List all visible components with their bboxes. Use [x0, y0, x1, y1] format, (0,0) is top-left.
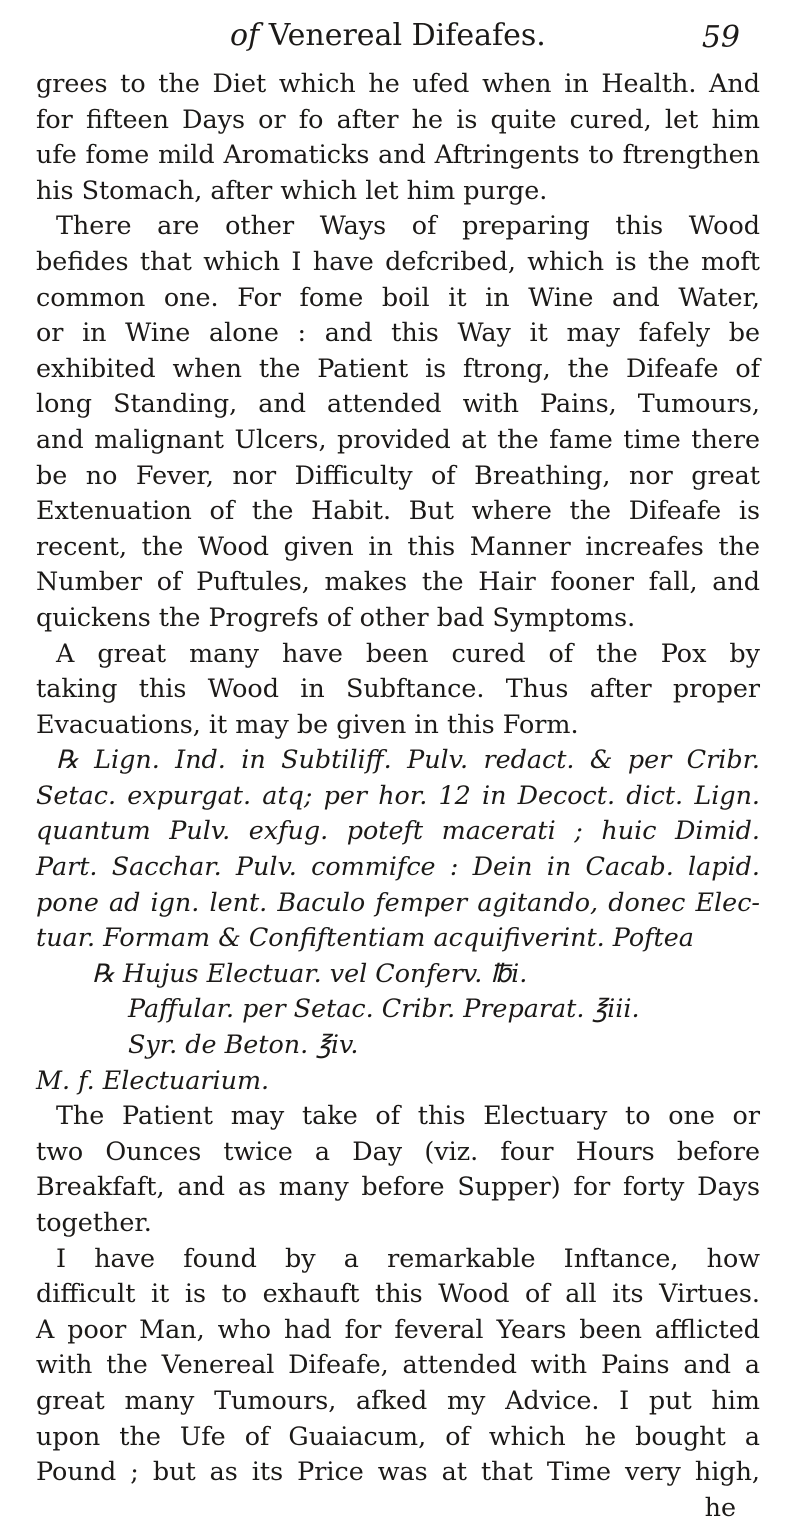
text-line: for fifteen Days or fo after he is quite cured, let him: [36, 103, 760, 134]
running-header: [60, 14, 740, 62]
text-line: grees to the Diet which he ufed when in Health. And: [36, 68, 760, 98]
text-line: tuar. Formam & Confiftentiam acquifiverint. Poftea: [36, 922, 694, 953]
text-line: ℞ Hujus Electuar. vel Conferv. ℔i.: [92, 957, 528, 988]
text-line: Setac. expurgat. atq; per hor. 12 in Decoct. dict. Lign.: [36, 779, 760, 810]
text-line: or in Wine alone : and this Way it may fafely be: [36, 317, 760, 348]
text-line: he: [704, 1491, 736, 1522]
text-line: upon the Ufe of Guaiacum, of which he bought a: [36, 1420, 760, 1451]
body-text: [36, 66, 760, 1525]
text-line: Part. Sacchar. Pulv. commifce : Dein in Cacab. lapid.: [36, 851, 760, 882]
text-line: Paffular. per Setac. Cribr. Preparat. ℥iii.: [128, 993, 640, 1024]
text-line: A poor Man, who had for feveral Years been afflicted: [36, 1313, 760, 1344]
text-line: ℞ Lign. Ind. in Subtiliff. Pulv. redact. & per Cribr.: [56, 744, 760, 775]
text-line: be no Fever, nor Difficulty of Breathing, nor great: [36, 459, 760, 490]
text-line: quantum Pulv. exfug. poteft macerati ; huic Dimid.: [36, 815, 760, 846]
text-line: exhibited when the Patient is ftrong, the Difeafe of: [36, 352, 760, 383]
page-number: 59: [701, 20, 740, 55]
text-line: recent, the Wood given in this Manner increafes the: [36, 530, 760, 561]
text-line: long Standing, and attended with Pains, Tumours,: [36, 388, 760, 419]
text-line: together.: [36, 1207, 152, 1237]
text-line: Breakfaft, and as many before Supper) for forty Days: [36, 1171, 760, 1202]
text-line: M. f. Electuarium.: [36, 1064, 270, 1095]
text-line: There are other Ways of preparing this Wood: [56, 210, 760, 241]
text-line: pone ad ign. lent. Baculo femper agitando, donec Elec-: [36, 886, 760, 917]
text-line: A great many have been cured of the Pox by: [56, 637, 760, 668]
title-prefix: of: [230, 18, 260, 53]
text-line: ufe fome mild Aromaticks and Aftringents to ftrengthen: [36, 139, 760, 170]
text-line: his Stomach, after which let him purge.: [36, 174, 548, 205]
text-line: taking this Wood in Subftance. Thus after proper: [36, 673, 760, 704]
text-line: quickens the Progrefs of other bad Symptoms.: [36, 601, 636, 632]
text-line: befides that which I have defcribed, which is the moft: [36, 245, 760, 276]
text-line: common one. For fome boil it in Wine and Water,: [36, 281, 760, 312]
text-line: Number of Puftules, makes the Hair fooner fall, and: [36, 566, 760, 597]
text-line: two Ounces twice a Day (viz. four Hours before: [36, 1135, 760, 1166]
text-line: Syr. de Beton. ℥iv.: [128, 1029, 359, 1060]
text-line: Evacuations, it may be given in this Form.: [36, 708, 579, 739]
text-line: I have found by a remarkable Inftance, how: [56, 1242, 760, 1273]
title-text: Venereal Difeafes.: [268, 18, 546, 53]
text-line: Pound ; but as its Price was at that Time very high,: [36, 1456, 760, 1487]
text-line: and malignant Ulcers, provided at the fame time there: [36, 423, 760, 454]
text-line: difficult it is to exhauft this Wood of all its Virtues.: [36, 1278, 760, 1309]
text-line: with the Venereal Difeafe, attended with Pains and a: [36, 1349, 760, 1380]
text-line: great many Tumours, afked my Advice. I put him: [36, 1384, 760, 1415]
page-title: [230, 18, 546, 53]
text-line: Extenuation of the Habit. But where the Difeafe is: [36, 495, 760, 526]
text-line: The Patient may take of this Electuary to one or: [56, 1100, 760, 1131]
